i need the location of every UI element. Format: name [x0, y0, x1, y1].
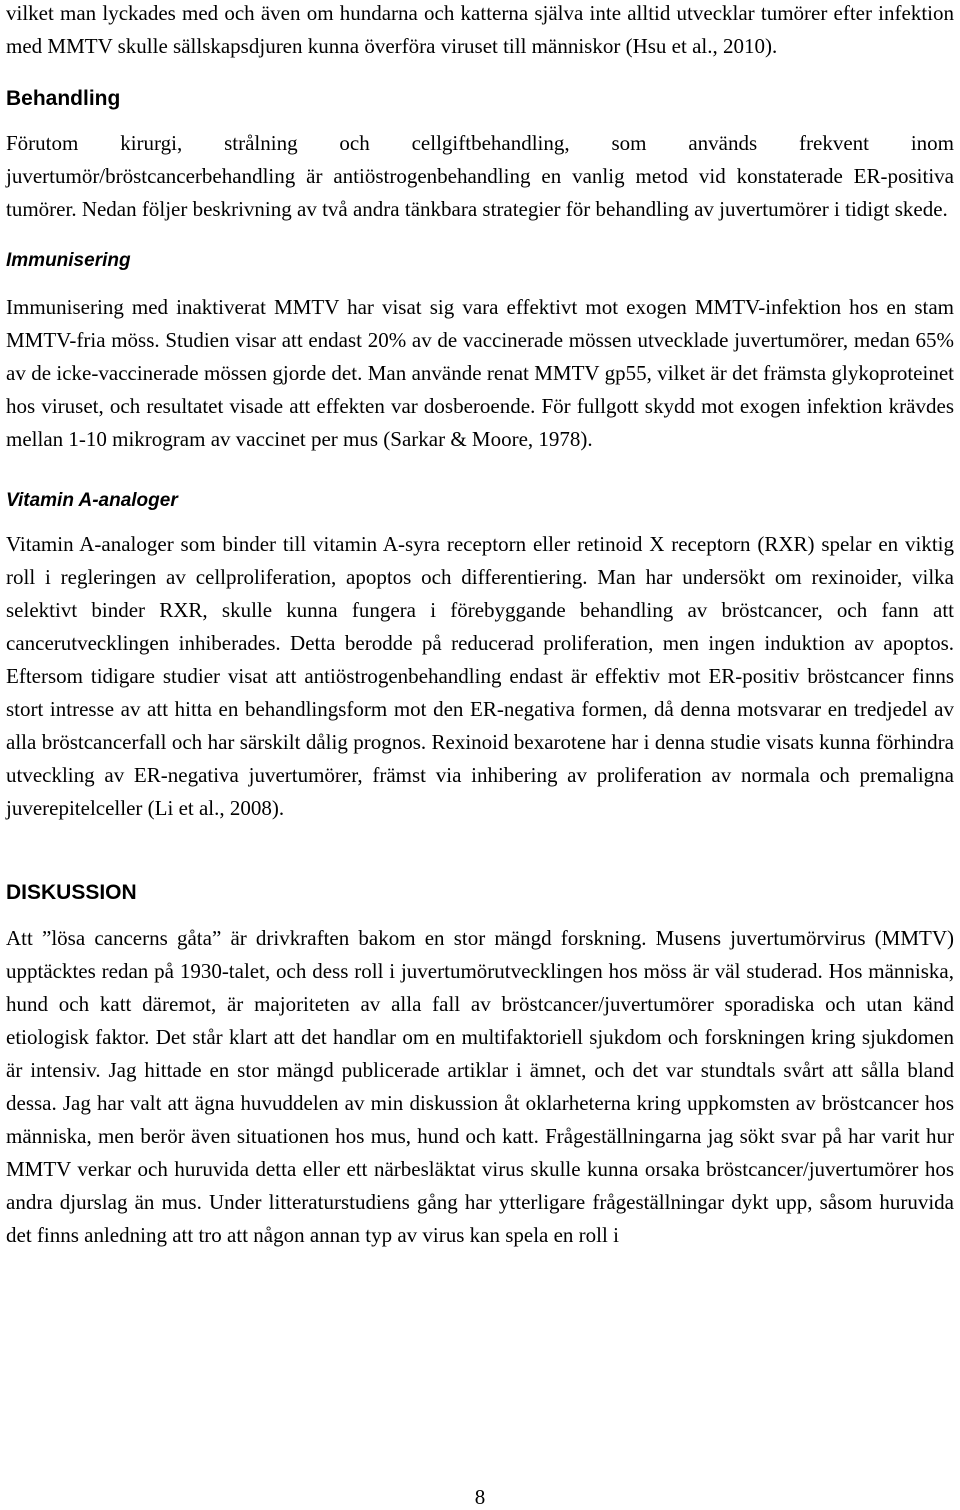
- vitamin-paragraph: Vitamin A-analoger som binder till vitamin A-syra receptorn eller retinoid X receptorn (RXR) spelar en viktig roll i regleringen av cellproliferation, apoptos och differentiering. Man har undersökt om rexinoider, vilka selektivt binder RXR, skulle kunna fungera i förebyggande behandling av bröstcancer, och fann att cancerutvecklingen inhiberades. Detta berodde på reducerad proliferation, men ingen induktion av apoptos. Eftersom tidigare studier visat att antiöstrogenbehandling endast är effektiv mot ER-positiv bröstcancer finns stort intresse av att hitta en behandlingsform mot den ER-negativa formen, då denna motsvarar en tredjedel av alla bröstcancerfall och har särskilt dålig prognos. Rexinoid bexarotene har i denna studie visats kunna förhindra utveckling av ER-negativa juvertumörer, främst via inhibering av proliferation av normala och premaligna juverepitelceller (Li et al., 2008).: [6, 532, 954, 820]
- page-number: 8: [474, 1485, 486, 1509]
- diskussion-heading: DISKUSSION: [6, 881, 137, 904]
- immunisering-paragraph: Immunisering med inaktiverat MMTV har visat sig vara effektivt mot exogen MMTV-infektion hos en stam MMTV-fria möss. Studien visar att endast 20% av de vaccinerade mössen utvecklade juvertumörer, medan 65% av de icke-vaccinerade mössen gjorde det. Man använde renat MMTV gp55, vilket är det främsta glykoproteinet hos viruset, och resultatet visade att effekten var dosberoende. För fullgott skydd mot exogen infektion krävdes mellan 1-10 mikrogram av vaccinet per mus (Sarkar & Moore, 1978).: [6, 295, 954, 451]
- immunisering-heading: Immunisering: [6, 250, 131, 271]
- vitamin-heading: Vitamin A-analoger: [6, 490, 178, 511]
- behandling-heading: Behandling: [6, 87, 121, 110]
- intro-paragraph: vilket man lyckades med och även om hundarna och katterna själva inte alltid utvecklar tumörer efter infektion med MMTV skulle sällskapsdjuren kunna överföra viruset till människor (Hsu et al., 2010).: [6, 1, 954, 58]
- diskussion-paragraph: Att ”lösa cancerns gåta” är drivkraften bakom en stor mängd forskning. Musens juvertumörvirus (MMTV) upptäcktes redan på 1930-talet, och dess roll i juvertumörutvecklingen hos möss är väl studerad. Hos människa, hund och katt däremot, är majoriteten av alla fall av bröstcancer/juvertumörer sporadiska och utan känd etiologisk faktor. Det står klart att det handlar om en multifaktoriell sjukdom och forskningen kring sjukdomen är intensiv. Jag hittade en stor mängd publicerade artiklar i ämnet, och det var stundtals svårt att sålla bland dessa. Jag har valt att ägna huvuddelen av min diskussion åt oklarheterna kring uppkomsten av bröstcancer hos människa, men berör även situationen hos mus, hund och katt. Frågeställningarna jag sökt svar på har varit hur MMTV verkar och huruvida detta eller ett närbesläktat virus skulle kunna orsaka bröstcancer/juvertumörer hos andra djurslag än mus. Under litteraturstudiens gång har ytterligare frågeställningar dykt upp, såsom huruvida det finns anledning att tro att någon annan typ av virus kan spela en roll i: [6, 926, 954, 1247]
- document-page: [6, 0, 954, 1252]
- behandling-paragraph: Förutom kirurgi, strålning och cellgiftbehandling, som används frekvent inom juvertumör/bröstcancerbehandling är antiöstrogenbehandling en vanlig metod vid konstaterade ER-positiva tumörer. Nedan följer beskrivning av två andra tänkbara strategier för behandling av juvertumörer i tidigt skede.: [6, 131, 954, 221]
